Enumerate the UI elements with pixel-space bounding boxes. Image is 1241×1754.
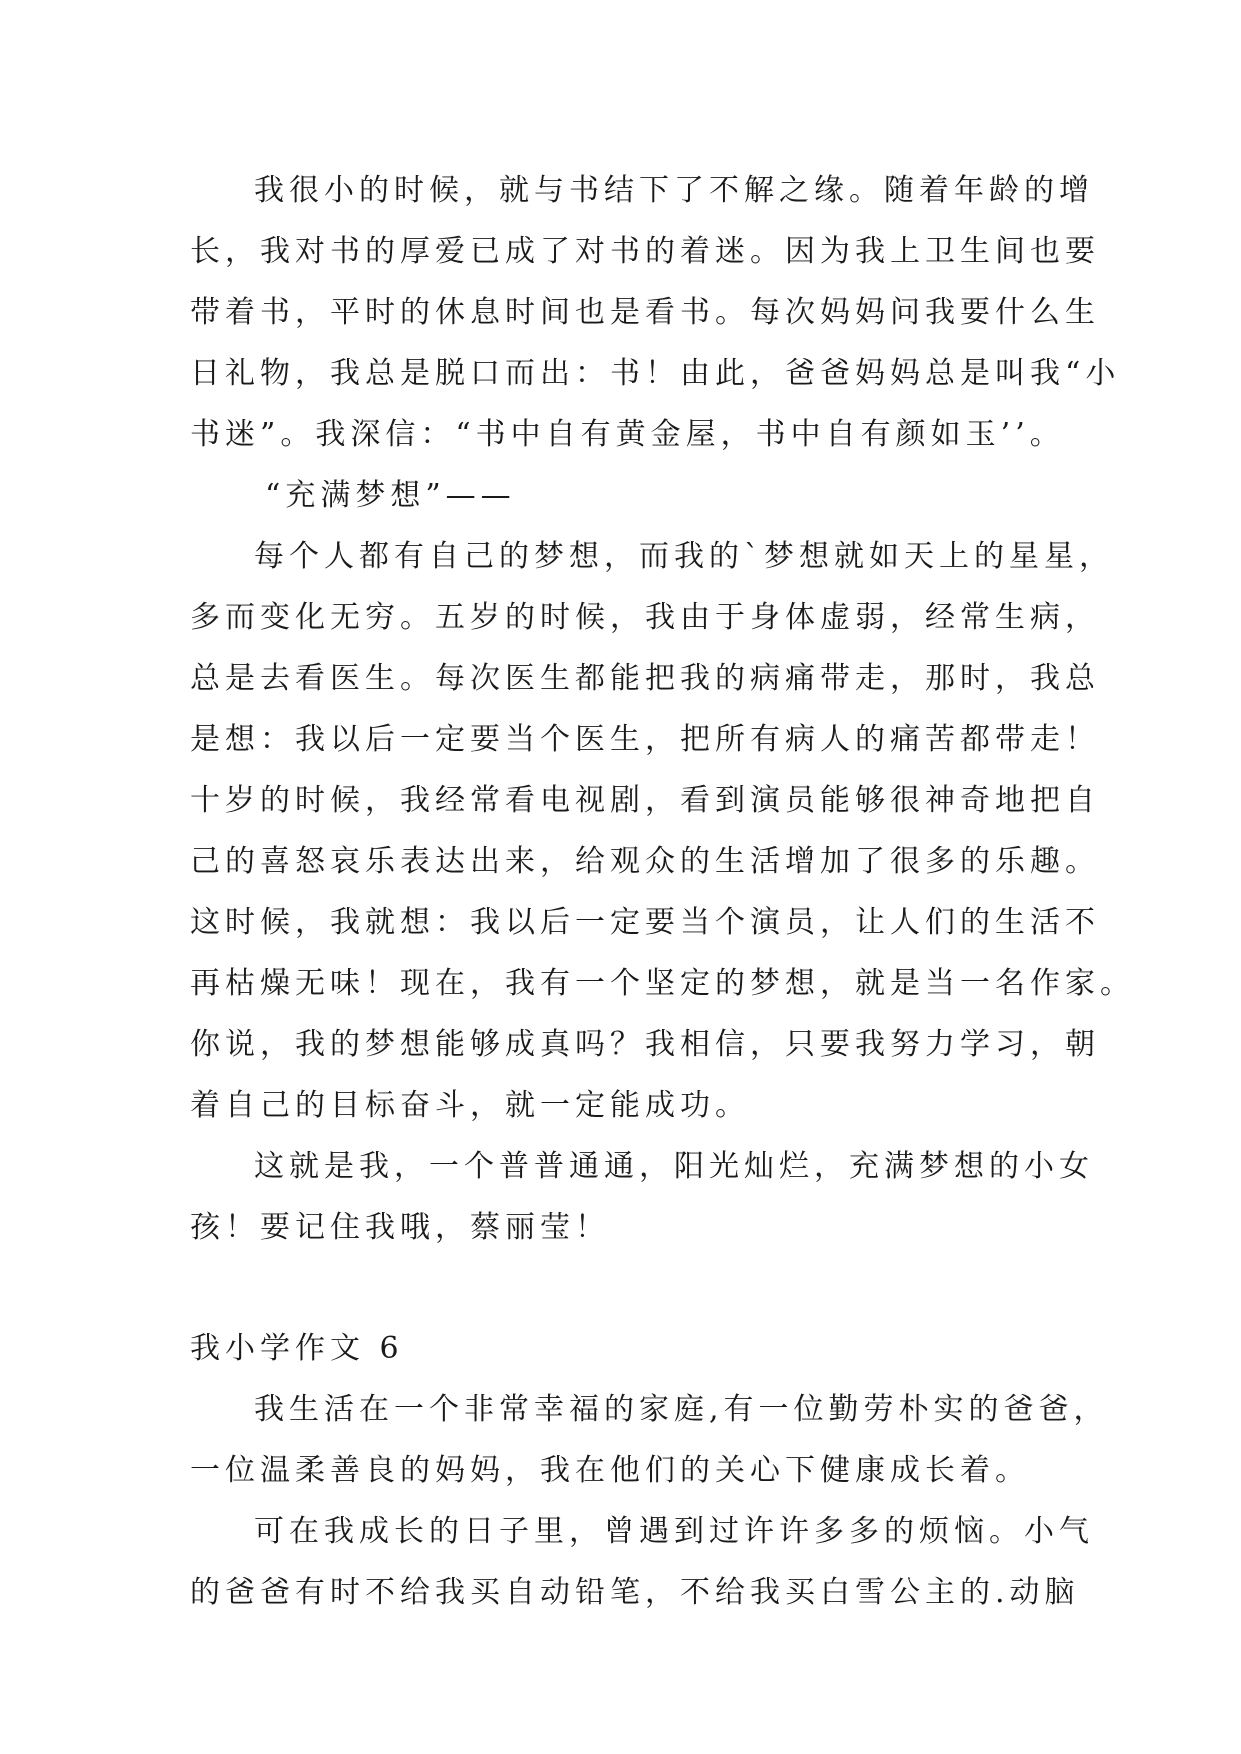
text-line: 长，我对书的厚爱已成了对书的着迷。因为我上卫生间也要 bbox=[190, 234, 1100, 269]
text-line: 这时候，我就想：我以后一定要当个演员，让人们的生活不 bbox=[190, 905, 1100, 940]
text-line: 多而变化无穷。五岁的时候，我由于身体虚弱，经常生病， bbox=[190, 600, 1100, 635]
text-line: 是想：我以后一定要当个医生，把所有病人的痛苦都带走！ bbox=[190, 722, 1100, 757]
paragraph-family bbox=[190, 1379, 1109, 1501]
text-line: 每个人都有自己的梦想，而我的`梦想就如天上的星星， bbox=[254, 539, 1114, 574]
text-line: 这就是我，一个普普通通，阳光灿烂，充满梦想的小女 bbox=[254, 1149, 1094, 1184]
text-line: 总是去看医生。每次医生都能把我的病痛带走，那时，我总 bbox=[190, 661, 1100, 696]
text-line: 我很小的时候，就与书结下了不解之缘。随着年龄的增 bbox=[254, 173, 1094, 208]
paragraph-conclusion bbox=[190, 1136, 1094, 1258]
text-line: 己的喜怒哀乐表达出来，给观众的生活增加了很多的乐趣。 bbox=[190, 844, 1100, 879]
text-line: 一位温柔善良的妈妈，我在他们的关心下健康成长着。 bbox=[190, 1453, 1030, 1488]
paragraph-troubles bbox=[190, 1501, 1094, 1623]
text-line: 着自己的目标奋斗，就一定能成功。 bbox=[190, 1088, 750, 1123]
subheading-dream: “充满梦想”—— bbox=[265, 478, 516, 513]
text-line: 我生活在一个非常幸福的家庭,有一位勤劳朴实的爸爸， bbox=[254, 1392, 1109, 1427]
text-line: 十岁的时候，我经常看电视剧，看到演员能够很神奇地把自 bbox=[190, 783, 1100, 818]
text-line: 孩！要记住我哦，蔡丽莹！ bbox=[190, 1210, 610, 1245]
section-title: 我小学作文 6 bbox=[190, 1331, 404, 1366]
document-body bbox=[190, 160, 1135, 1623]
text-line: 日礼物，我总是脱口而出：书！由此，爸爸妈妈总是叫我“小 bbox=[190, 356, 1121, 391]
paragraph-book-lover bbox=[190, 160, 1121, 465]
text-line: 带着书，平时的休息时间也是看书。每次妈妈问我要什么生 bbox=[190, 295, 1100, 330]
text-line: 可在我成长的日子里，曾遇到过许许多多的烦恼。小气 bbox=[254, 1514, 1094, 1549]
text-line: 书迷”。我深信：“书中自有黄金屋，书中自有颜如玉’’。 bbox=[190, 417, 1065, 452]
paragraph-dreams bbox=[190, 526, 1135, 1136]
section-spacer bbox=[190, 1258, 1070, 1318]
text-line: 再枯燥无味！现在，我有一个坚定的梦想，就是当一名作家。 bbox=[190, 966, 1135, 1001]
text-line: 你说，我的梦想能够成真吗？我相信，只要我努力学习，朝 bbox=[190, 1027, 1100, 1062]
text-line: 的爸爸有时不给我买自动铅笔，不给我买白雪公主的.动脑 bbox=[190, 1575, 1080, 1610]
